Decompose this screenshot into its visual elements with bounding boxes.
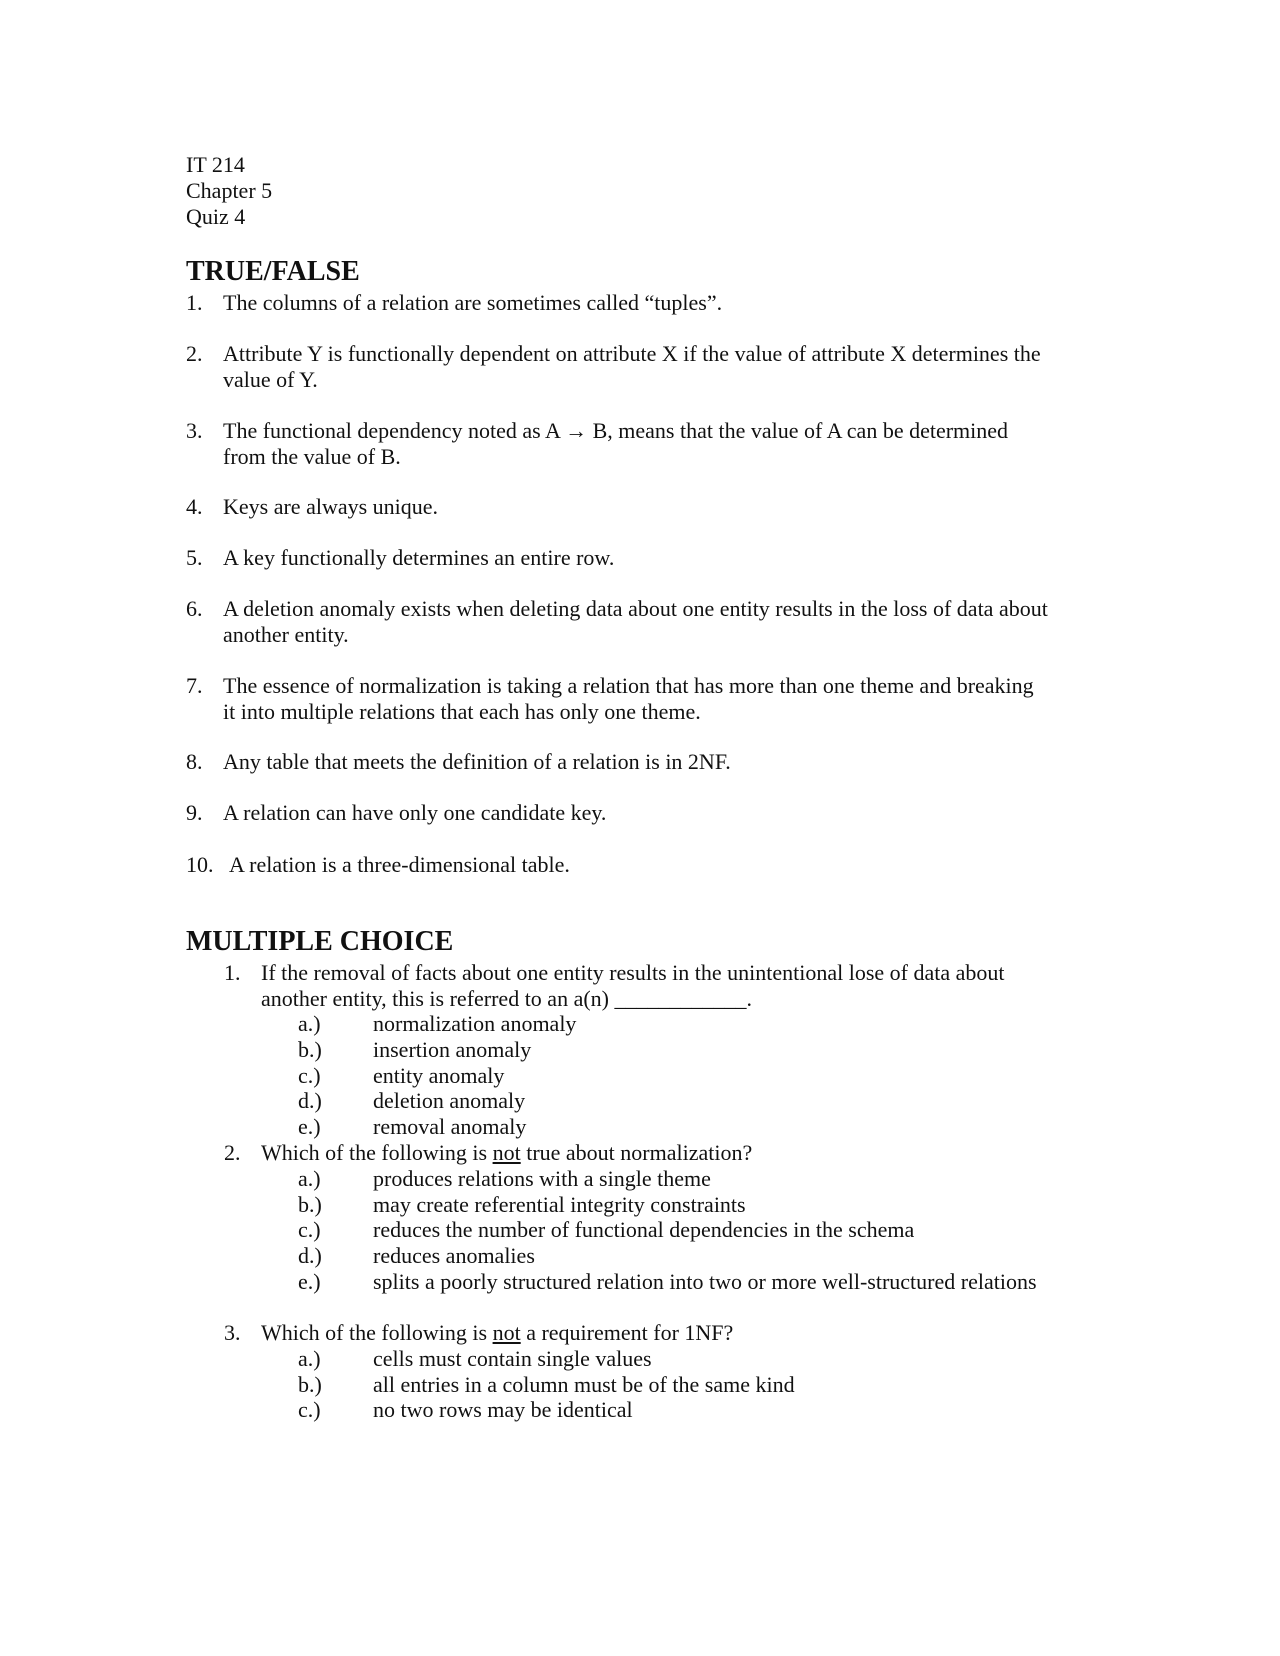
tf-number: 5. [186,545,203,570]
tf-text: Attribute Y is functionally dependent on attribute X if the value of attribute X determines the [223,341,1041,366]
option-letter: b.) [298,1372,322,1397]
option-text: no two rows may be identical [373,1397,633,1422]
option-letter: b.) [298,1192,322,1217]
option-letter: c.) [298,1063,321,1088]
tf-text: The columns of a relation are sometimes called “tuples”. [223,290,723,315]
mc-number: 3. [224,1320,241,1345]
tf-text: A key functionally determines an entire row. [223,545,615,570]
tf-text: Keys are always unique. [223,494,439,519]
option-letter: c.) [298,1397,321,1422]
tf-text: another entity. [223,622,349,647]
option-letter: c.) [298,1217,321,1242]
tf-number: 2. [186,341,203,366]
option-letter: e.) [298,1269,321,1294]
mc-text: another entity, this is referred to an a(n) ____________. [261,986,752,1011]
tf-text: A relation is a three-dimensional table. [229,852,570,877]
tf-text: The essence of normalization is taking a relation that has more than one theme and breaking [223,673,1034,698]
option-text: splits a poorly structured relation into two or more well-structured relations [373,1269,1037,1294]
mc-text-pre: Which of the following is [261,1140,493,1165]
option-letter: b.) [298,1037,322,1062]
course-code: IT 214 [186,152,245,177]
tf-text: A relation can have only one candidate key. [223,800,607,825]
option-text: normalization anomaly [373,1011,577,1036]
mc-text [261,1320,733,1346]
option-text: deletion anomaly [373,1088,526,1113]
mc-text-post: a requirement for 1NF? [520,1320,734,1345]
tf-text: it into multiple relations that each has only one theme. [223,699,701,724]
mc-number: 1. [224,960,241,985]
tf-number: 7. [186,673,203,698]
tf-text: The functional dependency noted as A → B, means that the value of A can be determined [223,418,1009,443]
tf-number: 4. [186,494,203,519]
tf-text: Any table that meets the definition of a relation is in 2NF. [223,749,731,774]
tf-number: 8. [186,749,203,774]
tf-number: 1. [186,290,203,315]
quiz-label: Quiz 4 [186,204,246,229]
option-letter: a.) [298,1011,321,1036]
mc-number: 2. [224,1140,241,1165]
option-letter: e.) [298,1114,321,1139]
mc-text-pre: Which of the following is [261,1320,493,1345]
option-text: all entries in a column must be of the same kind [373,1372,795,1397]
option-text: produces relations with a single theme [373,1166,711,1191]
mc-text-post: true about normalization? [520,1140,753,1165]
mc-text [261,1140,752,1166]
tf-number: 10. [186,852,214,877]
option-text: removal anomaly [373,1114,527,1139]
option-text: entity anomaly [373,1063,505,1088]
option-letter: a.) [298,1166,321,1191]
option-text: cells must contain single values [373,1346,652,1371]
tf-number: 9. [186,800,203,825]
mc-text-emphasis: not [492,1320,521,1345]
tf-text: A deletion anomaly exists when deleting data about one entity results in the loss of data about [223,596,1048,621]
mc-text-emphasis: not [492,1140,521,1165]
option-letter: a.) [298,1346,321,1371]
tf-text: from the value of B. [223,444,401,469]
multiple-choice-heading: MULTIPLE CHOICE [186,926,454,957]
mc-text: If the removal of facts about one entity results in the unintentional lose of data about [261,960,1005,985]
chapter-label: Chapter 5 [186,178,273,203]
tf-text: value of Y. [223,367,318,392]
option-text: reduces the number of functional dependencies in the schema [373,1217,915,1242]
option-text: may create referential integrity constraints [373,1192,746,1217]
true-false-heading: TRUE/FALSE [186,256,360,287]
tf-number: 3. [186,418,203,443]
option-letter: d.) [298,1243,322,1268]
option-letter: d.) [298,1088,322,1113]
option-text: insertion anomaly [373,1037,532,1062]
option-text: reduces anomalies [373,1243,535,1268]
tf-number: 6. [186,596,203,621]
